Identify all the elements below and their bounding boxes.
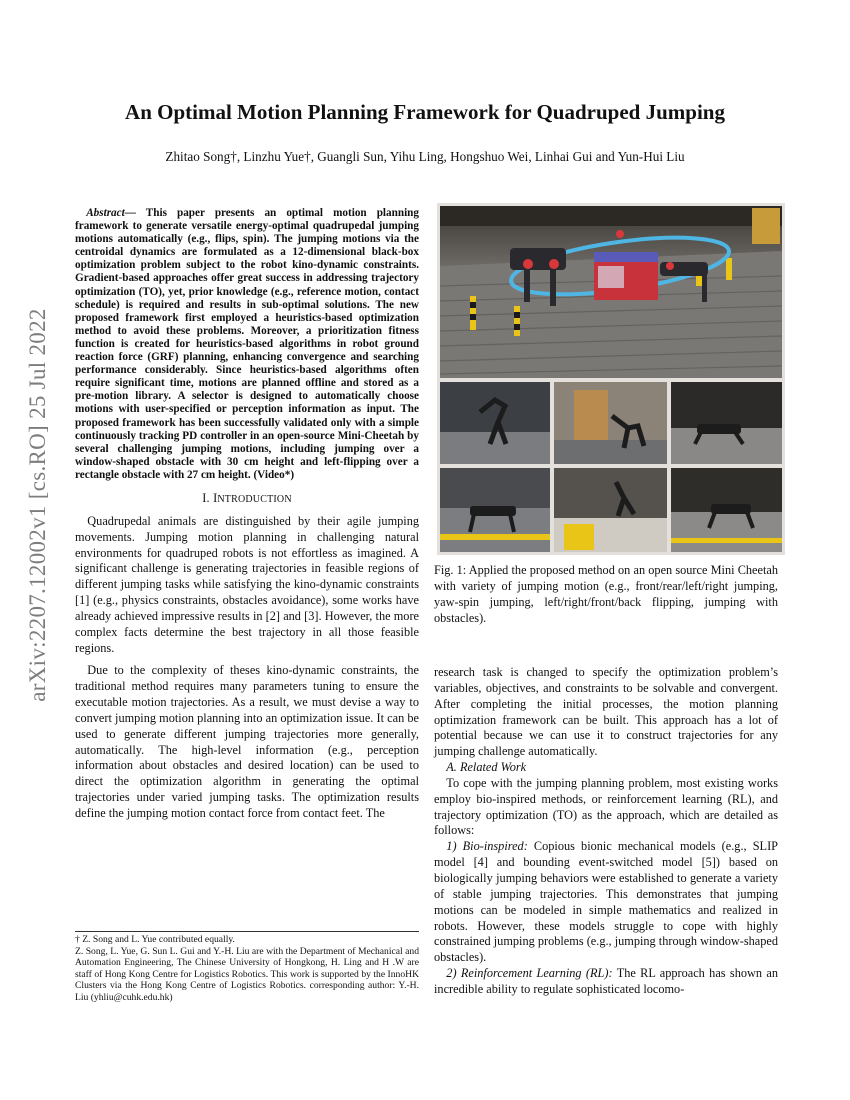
photo-thumb-5 — [554, 468, 667, 552]
related-work-intro: To cope with the jumping planning problem, most existing works employ bio-inspired methods, or reinforcement learning (RL), and trajectory optimization (TO) as the approach, which are detailed as follows: — [434, 775, 778, 838]
photo-thumb-2 — [554, 382, 667, 464]
subsection-related-work: A. Related Work — [446, 760, 527, 775]
footnote-affiliations: Z. Song, L. Yue, G. Sun L. Gui and Y.-H. Liu are with the Department of Mechanical and Automation Engineering, The Chinese University of Hongkong, H. Ling and H .W are staff of Hong Kong Centre for Logistics Robotics. This work is supported by the InnoHK Clusters via the Hong Kong Centre of Logistics Robotics. corresponding author: Y.-H. Liu (yhliu@cuhk.edu.hk) — [75, 945, 419, 1003]
abstract — [75, 207, 419, 482]
footnote — [75, 931, 419, 1004]
photo-thumb-1 — [440, 382, 550, 464]
section-heading-introduction: I. INTRODUCTION — [202, 490, 292, 505]
arxiv-identifier: arXiv:2207.12002v1 [cs.RO] 25 Jul 2022 — [25, 308, 50, 702]
photo-thumb-4 — [440, 468, 550, 552]
intro-paragraph-2: Due to the complexity of theses kino-dynamic constraints, the traditional method requires many parameters tuning to ensure the executable motion trajectories. As a result, we must devise a way to convert jumping motion planning into an optimization issue. It can be used to generate different jumping trajectories more generally, automatically. The high-level information (e.g., perception information about obstacles and desired location) can be used to direct the optimization algorithm in generating the optimal trajectories under varied jumping tasks. The optimization results define the jumping motion contact force from contact feet. The — [75, 663, 419, 820]
right-column — [434, 665, 778, 998]
related-work-rl: 2) Reinforcement Learning (RL): The RL approach has shown an incredible ability to regulate sophisticated locomo- — [434, 966, 778, 996]
photo-thumb-6 — [671, 468, 782, 552]
footnote-equal-contribution: † Z. Song and L. Yue contributed equally. — [75, 934, 235, 945]
related-work-bio-inspired: 1) Bio-inspired: Copious bionic mechanical models (e.g., SLIP model [4] and bounding event-switched model [5]) based on biologically jumping behaviors were established to generate a variety of stable jumping trajectories. This demonstrates that jumping motions can be modeled in simple mathematics and realized in robots. However, these models struggle to cope with highly constrained jumping problems (e.g., jumping through window-shaped obstacles). — [434, 839, 778, 965]
figure-1-photo-collage — [437, 203, 785, 555]
author-list: Zhitao Song†, Linzhu Yue†, Guangli Sun, Yihu Ling, Hongshuo Wei, Linhai Gui and Yun-Hui Liu — [165, 149, 685, 164]
abstract-label: Abstract— — [86, 207, 136, 219]
arxiv-sidebar — [18, 270, 58, 740]
left-column — [75, 207, 419, 822]
photo-thumb-3 — [671, 382, 782, 464]
abstract-text: This paper presents an optimal motion planning framework to generate versatile energy-optimal quadrupedal jumping motions automatically (e.g., flips, spin). The jumping motions via the centroidal dynamics are formulated as a 12-dimensional black-box optimization problem subject to the robot kino-dynamic constraints. Gradient-based approaches offer great success in addressing trajectory optimization (TO), yet, prior knowledge (e.g., reference motion, contact schedule) is required and results in sub-optimal solutions. The new proposed framework first employed a heuristics-based optimization method to avoid these problems. Moreover, a prioritization fitness function is created for heuristics-based algorithms in robot ground reaction force (GRF) planning, enhancing convergence and searching performance considerably. Since heuristics-based algorithms often require significant time, motions are planned offline and stored as a pre-motion library. A selector is designed to automatically choose motions with user-specified or perception information as input. The proposed framework has been successfully validated only with a simple continuously tracking PD controller in an open-source Mini-Cheetah by several challenging jumping motions, including jumping over a window-shaped obstacle with 30 cm height and left-flipping over a rectangle obstacle with 27 cm height. (Video*) — [75, 207, 419, 481]
right-continuation-paragraph: research task is changed to specify the optimization problem’s variables, objectives, and constraints to be solvable and convergent. After completing the initial processes, the motion planning optimization framework can be built. This approach has a lot of potential because we can use it to construct trajectories for any jumping challenge automatically. — [434, 665, 778, 759]
figure-1-caption: Fig. 1: Applied the proposed method on an open source Mini Cheetah with variety of jumping motion (e.g., front/rear/left/right jumping, yaw-spin jumping, left/right/front/back flipping, jumping with obstacles). — [434, 563, 778, 625]
main-photo-jumping-over-obstacle — [440, 206, 782, 378]
intro-paragraph-1: Quadrupedal animals are distinguished by their agile jumping movements. Jumping motion planning in challenging natural environments for quadruped robots is not effortless as imagined. A significant challenge is generating trajectories in feasible regions of different jumping tasks while satisfying the kino-dynamic constraints [1] (e.g., physics constraints, obstacles avoidance), some works have already achieved impressive results in [2] and [3]. However, the more complex facts determine the best trajectory in all those feasible regions. — [75, 513, 419, 655]
paper-title: An Optimal Motion Planning Framework for Quadruped Jumping — [125, 100, 725, 124]
